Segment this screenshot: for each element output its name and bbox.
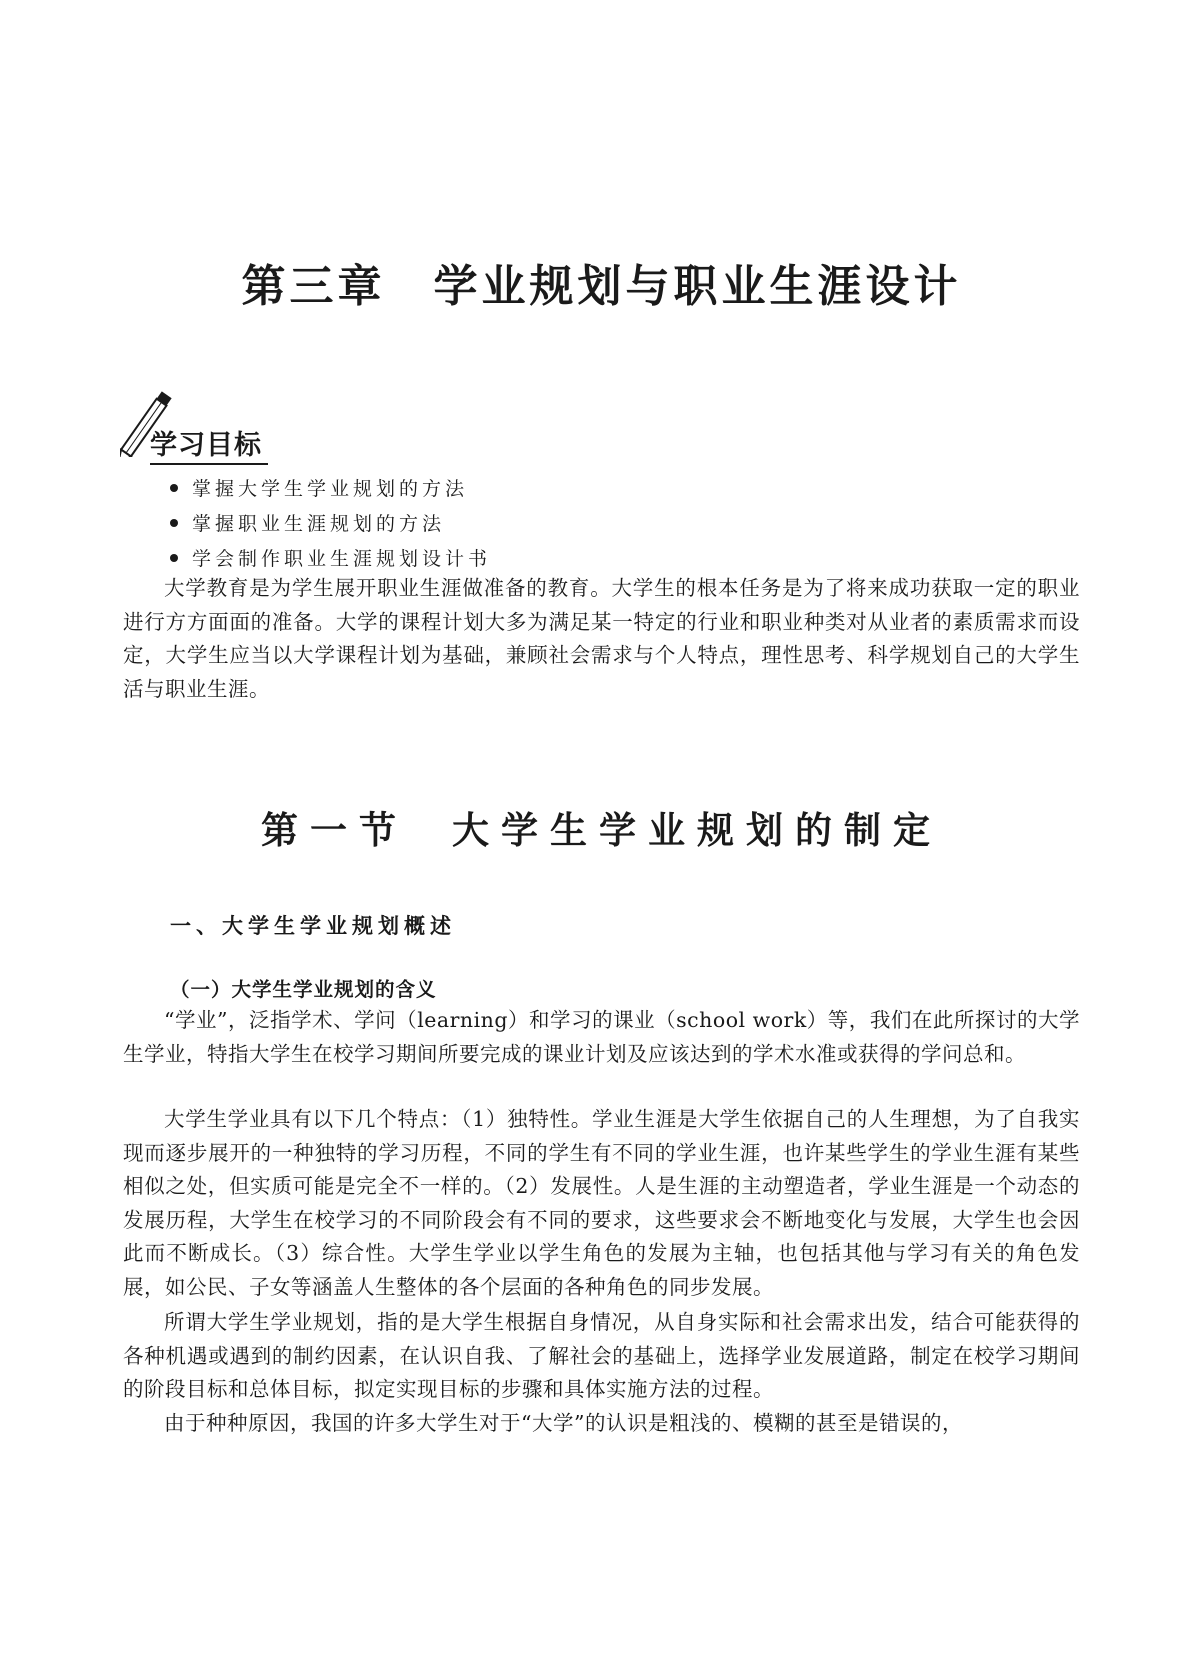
bullet-icon [170,519,178,527]
objective-text: 学会制作职业生涯规划设计书 [192,548,492,570]
intro-paragraph: 大学教育是为学生展开职业生涯做准备的教育。大学生的根本任务是为了将来成功获取一定的职业进行方方面面的准备。大学的课程计划大多为满足某一特定的行业和职业种类对从业者的素质需求而设定，大学生应当以大学课程计划为基础，兼顾社会需求与个人特点，理性思考、科学规划自己的大学生活与职业生涯。 [123,576,1080,701]
objectives-list [170,472,491,577]
bullet-icon [170,484,178,492]
objectives-label: 学习目标 [150,423,268,465]
section-name: 大学生学业规划的制定 [452,809,942,852]
learning-objectives-header [120,385,290,465]
chapter-number: 第三章 [241,261,386,312]
objective-text: 掌握大学生学业规划的方法 [192,478,469,500]
chapter-title [0,250,1203,314]
body-paragraph: 由于种种原因，我国的许多大学生对于“大学”的认识是粗浅的、模糊的甚至是错误的， [164,1411,963,1435]
chapter-name: 学业规划与职业生涯设计 [433,261,962,312]
body-paragraph: 所谓大学生学业规划，指的是大学生根据自身情况，从自身实际和社会需求出发，结合可能获得的各种机遇或遇到的制约因素，在认识自我、了解社会的基础上，选择学业发展道路，制定在校学习期间的阶段目标和总体目标，拟定实现目标的步骤和具体实施方法的过程。 [123,1310,1080,1401]
section-number: 第一节 [261,809,408,852]
subheading: 一、大学生学业规划概述 [170,914,456,938]
objective-item [170,472,491,507]
section-title [0,800,1203,854]
objective-item [170,507,491,542]
body-paragraph: “学业”，泛指学术、学问（learning）和学习的课业（school work）等，我们在此所探讨的大学生学业，特指大学生在校学习期间所要完成的课业计划及应该达到的学术水准或获得的学问总和。 [123,1008,1080,1066]
objective-text: 掌握职业生涯规划的方法 [192,513,446,535]
bullet-icon [170,554,178,562]
subsubheading: （一）大学生学业规划的含义 [170,978,437,1001]
body-paragraph: 大学生学业具有以下几个特点：（1）独特性。学业生涯是大学生依据自己的人生理想，为了自我实现而逐步展开的一种独特的学习历程，不同的学生有不同的学业生涯，也许某些学生的学业生涯有某些相似之处，但实质可能是完全不一样的。（2）发展性。人是生涯的主动塑造者，学业生涯是一个动态的发展历程，大学生在校学习的不同阶段会有不同的要求，这些要求会不断地变化与发展，大学生也会因此而不断成长。（3）综合性。大学生学业以学生角色的发展为主轴，也包括其他与学习有关的角色发展，如公民、子女等涵盖人生整体的各个层面的各种角色的同步发展。 [123,1107,1080,1299]
